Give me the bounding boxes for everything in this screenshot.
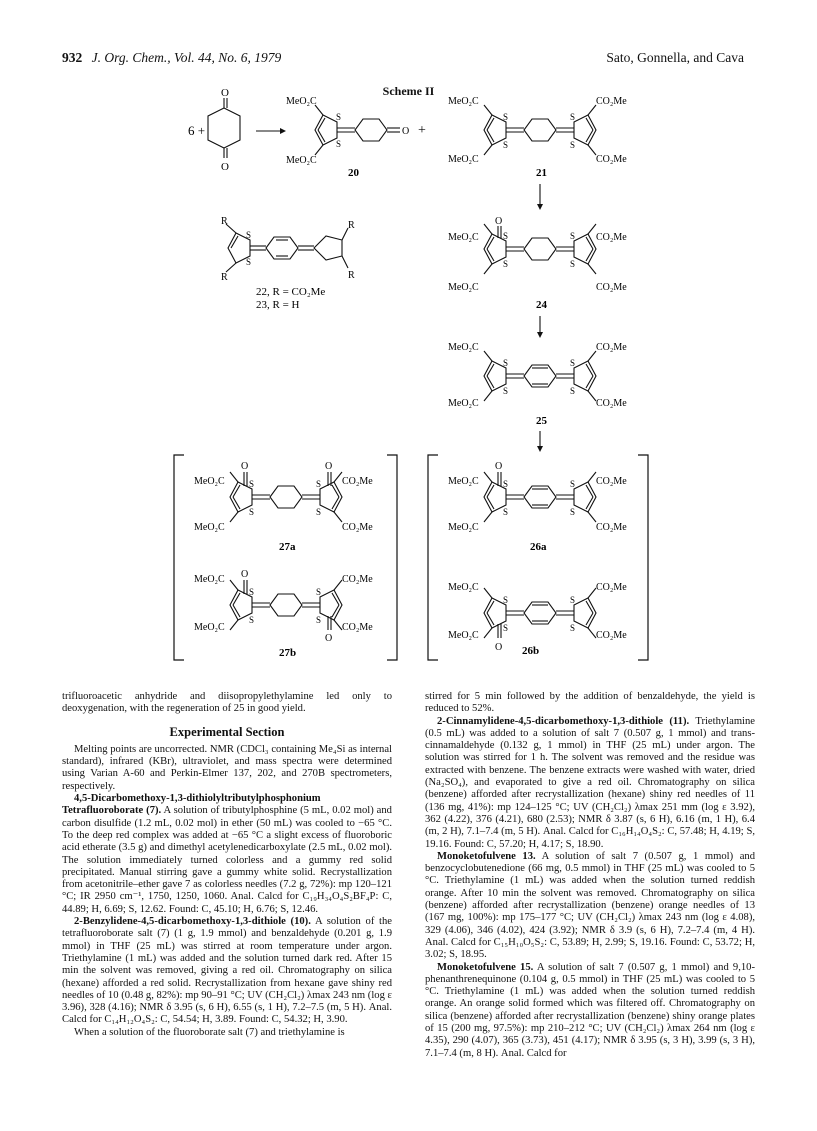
svg-text:S: S bbox=[249, 615, 255, 625]
svg-text:MeO₂C: MeO₂C bbox=[448, 630, 479, 641]
svg-text:R: R bbox=[348, 220, 355, 231]
svg-text:O: O bbox=[221, 161, 229, 173]
svg-text:S: S bbox=[570, 112, 576, 122]
legend-23: 23, R = H bbox=[256, 299, 300, 311]
compound-7-text: A solution of tributylphosphine (5 mL, 0.02 mol) and carbon disulfide (1.2 mL, 0.02 mol) in ether (50 mL) was cooled to −65 °C. To the deep red complex was added at −65 °C a slight excess of fluoroboric acid etherate (3.5 g) and dimethyl acetylenedicarboxylate (2.5 mL, 0.02 mol). The solution immediately turned colorless and a gummy red solid precipitated. Manual stirring gave a gummy white solid. Recrystallization from acetonitrile–ether gave 7 as colorless needles (7.2 g, 72%): mp 120–121 °C; IR 2950 cm⁻¹, 1750, 1250, 1060. Anal. Calcd for C₁₉H₃₄O₄S₂BF₄P: C, 44.89; H, 6.69; S, 12.62. Found: C, 45.10; H, 6.76; S, 12.46. bbox=[62, 805, 392, 915]
svg-text:MeO₂C: MeO₂C bbox=[286, 155, 317, 166]
label-21: 21 bbox=[536, 167, 547, 179]
svg-text:R: R bbox=[221, 216, 228, 227]
svg-text:CO₂Me: CO₂Me bbox=[596, 342, 627, 353]
continued-paragraph: stirred for 5 min followed by the addition of benzaldehyde, the yield is reduced to 52%. bbox=[425, 691, 755, 715]
svg-text:CO₂Me: CO₂Me bbox=[342, 522, 373, 533]
svg-text:O: O bbox=[241, 461, 249, 472]
compound-13-paragraph bbox=[425, 851, 755, 962]
compound-13-text: A solution of salt 7 (0.507 g, 1 mmol) and benzocyclobutenedione (66 mg, 0.5 mmol) in THF (25 mL) was cooled to 5 °C. Triethylamine (1 mL) was added when the solution turned reddish orange. After 10 min the solvent was removed. Chromatography on silica (benzene) afforded after recrystallization (benzene) orange needles of 13 (167 mg, 100%): mp 175–177 °C; UV (CH₂Cl₂) λmax 243 nm (log ε 4.08), 329 (4.06), 346 (4.02), 424 (3.92); NMR δ 3.9 (s, 6 H), 7.2–7.4 (m, 4 H). Anal. Calcd for C₁₅H₁₀O₅S₂: C, 53.89; H, 2.99; S, 19.16. Found: C, 53.72; H, 3.02; S, 18.95. bbox=[425, 850, 755, 961]
svg-text:S: S bbox=[246, 230, 252, 240]
svg-text:S: S bbox=[316, 615, 322, 625]
svg-text:S: S bbox=[570, 358, 576, 368]
left-column bbox=[62, 691, 392, 1039]
svg-text:S: S bbox=[503, 259, 509, 269]
svg-text:S: S bbox=[570, 479, 576, 489]
compound-25-structure bbox=[448, 342, 627, 409]
compound-15-title: Monoketofulvene 15. bbox=[437, 961, 534, 973]
compound-11-text: Triethylamine (0.5 mL) was added to a solution of salt 7 (0.507 g, 1 mmol) and trans-cinnamaldehyde (0.132 g, 1 mmol) in THF (25 mL) under argon. The solution was stirred for 1 h. The solvent was removed and the residue was extracted with benzene. The benzene extracts were washed with water, dried (Na₂SO₄), and evaporated to give a red oil. Chromatography on silica (benzene) afforded after recrystallization (hexane) shiny red needles of 11 (136 mg, 41%): mp 124–125 °C; UV (CH₂Cl₂) λmax 251 mm (log ε 3.92), 362 (4.22), 376 (4.21), 680 (2.53); NMR δ 3.87 (s, 6 H), 6.16 (m, 1 H), 6.4 (m, 2 H), 7.1–7.4 (m, 5 H). Anal. Calcd for C₁₆H₁₄O₄S₂: C, 57.48; H, 4.19; S, 19.16. Found: C, 57.20; H, 4.17; S, 18.90. bbox=[425, 715, 755, 850]
scheme-title: Scheme II bbox=[382, 84, 435, 98]
label-26b: 26b bbox=[522, 645, 540, 657]
svg-text:MeO₂C: MeO₂C bbox=[194, 622, 225, 633]
compound-15-text: A solution of salt 7 (0.507 g, 1 mmol) and 9,10-phenanthrenequinone (0.104 g, 0.5 mmol) in THF (25 mL) was cooled to 5 °C. Triethylamine (1 mL) was added when the solution turned reddish orange. An orange solid formed which was filtered off. Chromatography on silica (benzene) afforded after recrystallization (benzene) shiny orange plates of 15 (200 mg, 97.5%): mp 210–212 °C; UV (CH₂Cl₂) λmax 264 nm (log ε 4.35), 290 (4.07), 365 (3.73), 451 (4.17); NMR δ 3.95 (s, 3 H), 3.99 (s, 3 H), 7.1–7.4 (m, 8 H). Anal. Calcd for bbox=[425, 961, 755, 1059]
svg-text:CO₂Me: CO₂Me bbox=[596, 232, 627, 243]
svg-text:O: O bbox=[221, 87, 229, 99]
svg-text:O: O bbox=[495, 642, 503, 653]
svg-text:S: S bbox=[503, 231, 509, 241]
svg-text:MeO₂C: MeO₂C bbox=[194, 574, 225, 585]
svg-text:S: S bbox=[503, 140, 509, 150]
svg-text:S: S bbox=[503, 112, 509, 122]
svg-text:CO₂Me: CO₂Me bbox=[596, 154, 627, 165]
svg-text:S: S bbox=[570, 231, 576, 241]
svg-text:CO₂Me: CO₂Me bbox=[596, 398, 627, 409]
svg-text:O: O bbox=[325, 461, 333, 472]
label-27b: 27b bbox=[279, 647, 297, 659]
compound-10-title: 2-Benzylidene-4,5-dicarbomethoxy-1,3-dithiole (10). bbox=[74, 916, 311, 928]
svg-text:S: S bbox=[336, 139, 342, 149]
svg-text:S: S bbox=[570, 507, 576, 517]
compound-20-structure bbox=[286, 96, 409, 166]
svg-text:S: S bbox=[249, 507, 255, 517]
svg-text:S: S bbox=[570, 386, 576, 396]
intro-paragraph: trifluoroacetic anhydride and diisopropylethylamine led only to deoxygenation, with the regeneration of 25 in good yield. bbox=[62, 691, 392, 715]
svg-text:S: S bbox=[503, 623, 509, 633]
continuation-paragraph: When a solution of the fluoroborate salt (7) and triethylamine is bbox=[74, 1026, 345, 1038]
svg-text:S: S bbox=[316, 507, 322, 517]
compound-11-paragraph bbox=[425, 716, 755, 851]
compound-26a-structure bbox=[448, 461, 627, 533]
svg-text:MeO₂C: MeO₂C bbox=[448, 282, 479, 293]
svg-text:MeO₂C: MeO₂C bbox=[448, 342, 479, 353]
journal-citation: J. Org. Chem., Vol. 44, No. 6, 1979 bbox=[91, 50, 282, 65]
svg-text:CO₂Me: CO₂Me bbox=[596, 522, 627, 533]
right-column bbox=[425, 691, 755, 1060]
svg-text:MeO₂C: MeO₂C bbox=[286, 96, 317, 107]
svg-text:MeO₂C: MeO₂C bbox=[448, 398, 479, 409]
cyclohexanedione-structure bbox=[208, 98, 240, 158]
svg-text:CO₂Me: CO₂Me bbox=[596, 282, 627, 293]
methods-paragraph: Melting points are uncorrected. NMR (CDCl₃ containing Me₄Si as internal standard), infrared (KBr), ultraviolet, and mass spectra were determined using Varian A-60 and Perkin-Elmer 137, 202, and 270B spectrometers, respectively. bbox=[62, 743, 392, 792]
compound-7-title: 4,5-Dicarbomethoxy-1,3-dithiolyltributylphosphonium Tetrafluoroborate (7). bbox=[62, 793, 321, 817]
svg-text:S: S bbox=[570, 140, 576, 150]
compound-7-paragraph bbox=[62, 793, 392, 916]
label-20: 20 bbox=[348, 167, 359, 179]
svg-text:R: R bbox=[348, 270, 355, 281]
svg-text:R: R bbox=[221, 272, 228, 283]
section-heading: Experimental Section bbox=[169, 724, 285, 739]
svg-text:CO₂Me: CO₂Me bbox=[342, 622, 373, 633]
svg-text:S: S bbox=[249, 479, 255, 489]
svg-text:MeO₂C: MeO₂C bbox=[448, 232, 479, 243]
svg-text:CO₂Me: CO₂Me bbox=[342, 574, 373, 585]
svg-text:O: O bbox=[241, 569, 249, 580]
svg-text:MeO₂C: MeO₂C bbox=[448, 476, 479, 487]
svg-text:MeO₂C: MeO₂C bbox=[194, 522, 225, 533]
svg-text:MeO₂C: MeO₂C bbox=[194, 476, 225, 487]
svg-text:CO₂Me: CO₂Me bbox=[596, 582, 627, 593]
svg-text:MeO₂C: MeO₂C bbox=[448, 154, 479, 165]
svg-text:S: S bbox=[249, 587, 255, 597]
compound-11-title: 2-Cinnamylidene-4,5-dicarbomethoxy-1,3-dithiole (11). bbox=[437, 715, 690, 727]
page-number: 932 bbox=[62, 50, 83, 65]
reactant-label: 6 + bbox=[188, 123, 206, 138]
label-27a: 27a bbox=[279, 541, 296, 553]
svg-text:O: O bbox=[495, 461, 503, 472]
legend-22: 22, R = CO₂Me bbox=[256, 286, 326, 298]
svg-text:S: S bbox=[336, 112, 342, 122]
compound-24-structure bbox=[448, 216, 627, 293]
svg-text:S: S bbox=[570, 623, 576, 633]
svg-text:O: O bbox=[495, 216, 503, 227]
plus-sign: + bbox=[418, 123, 426, 138]
svg-text:MeO₂C: MeO₂C bbox=[448, 522, 479, 533]
svg-text:S: S bbox=[503, 507, 509, 517]
compound-21-structure bbox=[448, 96, 627, 165]
compound-10-text: A solution of the tetrafluoroborate salt (7) (1 g, 1.9 mmol) and benzaldehyde (0.201 g, 1.9 mmol) in THF (25 mL) was stirred at room temperature under argon. Triethylamine (1 mL) was added and the solution turned dark red. After 15 min the solvent was removed, giving a red oil. Chromatography on silica (hexane) afforded a red solid. Recrystallization from hexane gave shiny red needles of 10 (0.48 g, 82%): mp 90–91 °C; UV (CH₂Cl₂) λmax 243 nm (log ε 3.96), 328 (4.16); NMR δ 3.95 (s, 6 H), 6.55 (s, 1 H), 7.2–7.5 (m, 5 H). Anal. Calcd for C₁₄H₁₂O₄S₂: C, 54.54; H, 3.89. Found: C, 54.32; H, 3.90. bbox=[62, 916, 392, 1026]
compound-10-paragraph bbox=[62, 916, 392, 1027]
label-26a: 26a bbox=[530, 541, 547, 553]
compound-27b-structure bbox=[194, 569, 373, 644]
svg-text:O: O bbox=[402, 126, 410, 137]
compound-22-23-structure bbox=[221, 216, 355, 283]
svg-text:S: S bbox=[503, 386, 509, 396]
svg-text:CO₂Me: CO₂Me bbox=[596, 630, 627, 641]
svg-text:S: S bbox=[316, 479, 322, 489]
svg-text:CO₂Me: CO₂Me bbox=[596, 96, 627, 107]
svg-text:S: S bbox=[246, 257, 252, 267]
compound-27a-structure bbox=[194, 461, 373, 533]
svg-text:S: S bbox=[570, 595, 576, 605]
svg-text:CO₂Me: CO₂Me bbox=[342, 476, 373, 487]
svg-text:S: S bbox=[503, 595, 509, 605]
svg-text:S: S bbox=[503, 479, 509, 489]
compound-26b-structure bbox=[448, 582, 627, 653]
svg-text:CO₂Me: CO₂Me bbox=[596, 476, 627, 487]
running-header-authors: Sato, Gonnella, and Cava bbox=[606, 50, 744, 65]
compound-13-title: Monoketofulvene 13. bbox=[437, 850, 536, 862]
label-24: 24 bbox=[536, 299, 547, 311]
svg-text:O: O bbox=[325, 633, 333, 644]
svg-text:S: S bbox=[570, 259, 576, 269]
svg-text:S: S bbox=[503, 358, 509, 368]
svg-text:MeO₂C: MeO₂C bbox=[448, 96, 479, 107]
svg-text:MeO₂C: MeO₂C bbox=[448, 582, 479, 593]
svg-text:S: S bbox=[316, 587, 322, 597]
label-25: 25 bbox=[536, 415, 547, 427]
compound-15-paragraph bbox=[425, 962, 755, 1060]
